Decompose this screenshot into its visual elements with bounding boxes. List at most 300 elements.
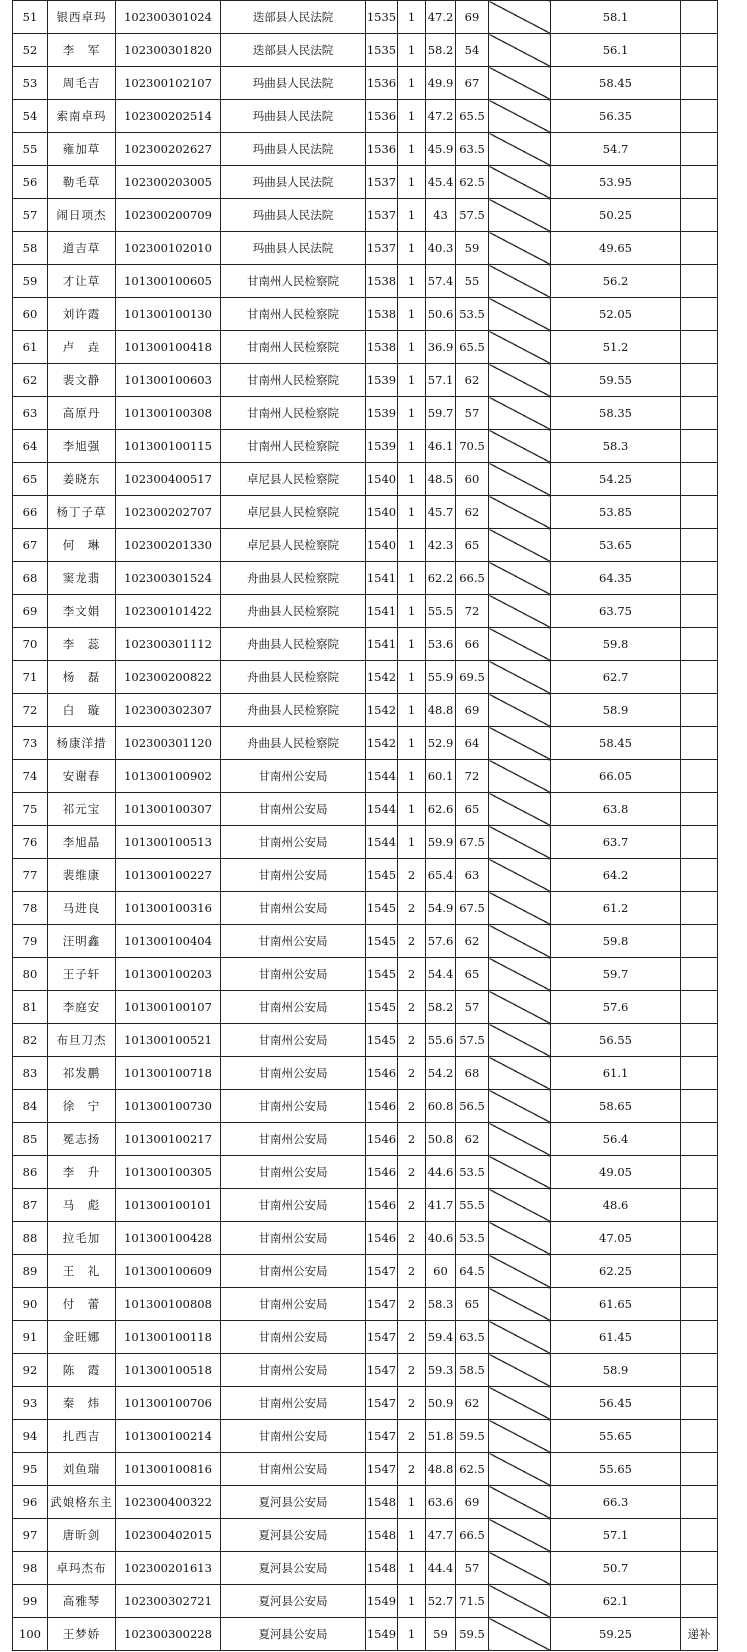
hire-count: 1 bbox=[398, 100, 426, 133]
row-number: 65 bbox=[13, 463, 48, 496]
table-row bbox=[13, 694, 718, 727]
written-score: 45.9 bbox=[426, 133, 456, 166]
table-row bbox=[13, 793, 718, 826]
blank-diagonal-cell bbox=[489, 463, 551, 496]
interview-score: 62 bbox=[456, 925, 489, 958]
written-score: 60.1 bbox=[426, 760, 456, 793]
exam-number: 102300201330 bbox=[116, 529, 221, 562]
position-code: 1536 bbox=[366, 100, 398, 133]
exam-number: 102300203005 bbox=[116, 166, 221, 199]
employer: 甘南州公安局 bbox=[221, 1189, 366, 1222]
total-score: 54.7 bbox=[551, 133, 681, 166]
hire-count: 2 bbox=[398, 1453, 426, 1486]
position-code: 1545 bbox=[366, 892, 398, 925]
total-score: 59.8 bbox=[551, 925, 681, 958]
total-score: 59.25 bbox=[551, 1618, 681, 1651]
employer: 甘南州公安局 bbox=[221, 826, 366, 859]
remark bbox=[681, 100, 718, 133]
table-row bbox=[13, 958, 718, 991]
remark bbox=[681, 1453, 718, 1486]
remark bbox=[681, 166, 718, 199]
interview-score: 69 bbox=[456, 1486, 489, 1519]
written-score: 50.8 bbox=[426, 1123, 456, 1156]
written-score: 47.2 bbox=[426, 1, 456, 34]
position-code: 1541 bbox=[366, 595, 398, 628]
position-code: 1538 bbox=[366, 298, 398, 331]
position-code: 1549 bbox=[366, 1618, 398, 1651]
candidate-name: 李庭安 bbox=[48, 991, 116, 1024]
table-row bbox=[13, 991, 718, 1024]
interview-score: 69 bbox=[456, 694, 489, 727]
row-number: 84 bbox=[13, 1090, 48, 1123]
position-code: 1538 bbox=[366, 265, 398, 298]
position-code: 1547 bbox=[366, 1288, 398, 1321]
total-score: 61.65 bbox=[551, 1288, 681, 1321]
remark bbox=[681, 628, 718, 661]
position-code: 1546 bbox=[366, 1156, 398, 1189]
table-row bbox=[13, 661, 718, 694]
written-score: 63.6 bbox=[426, 1486, 456, 1519]
position-code: 1539 bbox=[366, 430, 398, 463]
remark bbox=[681, 1321, 718, 1354]
blank-diagonal-cell bbox=[489, 496, 551, 529]
exam-number: 102300102107 bbox=[116, 67, 221, 100]
exam-number: 101300100605 bbox=[116, 265, 221, 298]
position-code: 1536 bbox=[366, 133, 398, 166]
written-score: 59.7 bbox=[426, 397, 456, 430]
table-row bbox=[13, 1552, 718, 1585]
written-score: 59 bbox=[426, 1618, 456, 1651]
row-number: 89 bbox=[13, 1255, 48, 1288]
candidate-name: 周毛吉 bbox=[48, 67, 116, 100]
exam-number: 102300402015 bbox=[116, 1519, 221, 1552]
total-score: 56.2 bbox=[551, 265, 681, 298]
candidate-name: 窦龙翡 bbox=[48, 562, 116, 595]
employer: 甘南州公安局 bbox=[221, 1387, 366, 1420]
exam-number: 101300100217 bbox=[116, 1123, 221, 1156]
table-row bbox=[13, 1189, 718, 1222]
remark bbox=[681, 1387, 718, 1420]
written-score: 45.4 bbox=[426, 166, 456, 199]
interview-score: 57 bbox=[456, 1552, 489, 1585]
remark bbox=[681, 199, 718, 232]
hire-count: 1 bbox=[398, 364, 426, 397]
remark bbox=[681, 265, 718, 298]
candidate-name: 杨 磊 bbox=[48, 661, 116, 694]
employer: 甘南州公安局 bbox=[221, 859, 366, 892]
hire-count: 2 bbox=[398, 1024, 426, 1057]
employer: 夏河县公安局 bbox=[221, 1618, 366, 1651]
employer: 卓尼县人民检察院 bbox=[221, 496, 366, 529]
written-score: 52.9 bbox=[426, 727, 456, 760]
row-number: 98 bbox=[13, 1552, 48, 1585]
blank-diagonal-cell bbox=[489, 1519, 551, 1552]
exam-number: 102300202707 bbox=[116, 496, 221, 529]
remark bbox=[681, 298, 718, 331]
hire-count: 1 bbox=[398, 430, 426, 463]
table-row bbox=[13, 331, 718, 364]
position-code: 1547 bbox=[366, 1453, 398, 1486]
blank-diagonal-cell bbox=[489, 1486, 551, 1519]
table-row bbox=[13, 1420, 718, 1453]
blank-diagonal-cell bbox=[489, 265, 551, 298]
exam-number: 102300301120 bbox=[116, 727, 221, 760]
blank-diagonal-cell bbox=[489, 529, 551, 562]
remark bbox=[681, 430, 718, 463]
position-code: 1547 bbox=[366, 1420, 398, 1453]
table-row bbox=[13, 1255, 718, 1288]
employer: 甘南州人民检察院 bbox=[221, 397, 366, 430]
table-row bbox=[13, 1156, 718, 1189]
table-row bbox=[13, 232, 718, 265]
row-number: 87 bbox=[13, 1189, 48, 1222]
table-row bbox=[13, 1486, 718, 1519]
interview-score: 53.5 bbox=[456, 298, 489, 331]
total-score: 63.7 bbox=[551, 826, 681, 859]
interview-score: 65 bbox=[456, 793, 489, 826]
employer: 夏河县公安局 bbox=[221, 1552, 366, 1585]
employer: 甘南州人民检察院 bbox=[221, 430, 366, 463]
employer: 舟曲县人民检察院 bbox=[221, 628, 366, 661]
total-score: 66.3 bbox=[551, 1486, 681, 1519]
employer: 甘南州公安局 bbox=[221, 1123, 366, 1156]
row-number: 92 bbox=[13, 1354, 48, 1387]
candidate-name: 李 升 bbox=[48, 1156, 116, 1189]
exam-number: 101300100902 bbox=[116, 760, 221, 793]
total-score: 49.05 bbox=[551, 1156, 681, 1189]
table-row bbox=[13, 34, 718, 67]
total-score: 58.45 bbox=[551, 727, 681, 760]
interview-score: 66 bbox=[456, 628, 489, 661]
table-row bbox=[13, 496, 718, 529]
blank-diagonal-cell bbox=[489, 1387, 551, 1420]
remark bbox=[681, 892, 718, 925]
written-score: 47.2 bbox=[426, 100, 456, 133]
written-score: 41.7 bbox=[426, 1189, 456, 1222]
written-score: 60.8 bbox=[426, 1090, 456, 1123]
blank-diagonal-cell bbox=[489, 430, 551, 463]
row-number: 61 bbox=[13, 331, 48, 364]
remark bbox=[681, 1354, 718, 1387]
blank-diagonal-cell bbox=[489, 1585, 551, 1618]
hire-count: 1 bbox=[398, 496, 426, 529]
written-score: 48.5 bbox=[426, 463, 456, 496]
interview-score: 67 bbox=[456, 67, 489, 100]
exam-number: 101300100808 bbox=[116, 1288, 221, 1321]
row-number: 73 bbox=[13, 727, 48, 760]
exam-number: 102300202514 bbox=[116, 100, 221, 133]
table-row bbox=[13, 859, 718, 892]
row-number: 74 bbox=[13, 760, 48, 793]
interview-score: 69 bbox=[456, 1, 489, 34]
blank-diagonal-cell bbox=[489, 1156, 551, 1189]
table-row bbox=[13, 100, 718, 133]
candidate-name: 李文娟 bbox=[48, 595, 116, 628]
interview-score: 62.5 bbox=[456, 166, 489, 199]
hire-count: 1 bbox=[398, 529, 426, 562]
position-code: 1545 bbox=[366, 1024, 398, 1057]
written-score: 36.9 bbox=[426, 331, 456, 364]
position-code: 1537 bbox=[366, 166, 398, 199]
remark bbox=[681, 661, 718, 694]
row-number: 95 bbox=[13, 1453, 48, 1486]
hire-count: 1 bbox=[398, 1, 426, 34]
remark bbox=[681, 1288, 718, 1321]
total-score: 57.6 bbox=[551, 991, 681, 1024]
interview-score: 59.5 bbox=[456, 1618, 489, 1651]
candidate-name: 拉毛加 bbox=[48, 1222, 116, 1255]
candidate-name: 白 璇 bbox=[48, 694, 116, 727]
interview-score: 66.5 bbox=[456, 1519, 489, 1552]
candidate-name: 卢 垚 bbox=[48, 331, 116, 364]
written-score: 58.3 bbox=[426, 1288, 456, 1321]
table-row bbox=[13, 826, 718, 859]
employer: 舟曲县人民检察院 bbox=[221, 562, 366, 595]
written-score: 40.6 bbox=[426, 1222, 456, 1255]
blank-diagonal-cell bbox=[489, 397, 551, 430]
table-row bbox=[13, 298, 718, 331]
total-score: 57.1 bbox=[551, 1519, 681, 1552]
row-number: 94 bbox=[13, 1420, 48, 1453]
written-score: 54.2 bbox=[426, 1057, 456, 1090]
candidate-name: 布旦刀杰 bbox=[48, 1024, 116, 1057]
employer: 甘南州人民检察院 bbox=[221, 265, 366, 298]
employer: 玛曲县人民法院 bbox=[221, 67, 366, 100]
blank-diagonal-cell bbox=[489, 595, 551, 628]
table-body bbox=[13, 1, 718, 1651]
position-code: 1542 bbox=[366, 727, 398, 760]
blank-diagonal-cell bbox=[489, 1024, 551, 1057]
hire-count: 1 bbox=[398, 199, 426, 232]
remark bbox=[681, 529, 718, 562]
employer: 舟曲县人民检察院 bbox=[221, 661, 366, 694]
row-number: 81 bbox=[13, 991, 48, 1024]
interview-score: 59 bbox=[456, 232, 489, 265]
candidate-name: 杨丁子草 bbox=[48, 496, 116, 529]
remark bbox=[681, 727, 718, 760]
exam-number: 102300301820 bbox=[116, 34, 221, 67]
candidate-name: 裴维康 bbox=[48, 859, 116, 892]
interview-score: 62 bbox=[456, 364, 489, 397]
candidate-name: 王梦娇 bbox=[48, 1618, 116, 1651]
position-code: 1545 bbox=[366, 925, 398, 958]
employer: 甘南州公安局 bbox=[221, 1222, 366, 1255]
blank-diagonal-cell bbox=[489, 694, 551, 727]
hire-count: 2 bbox=[398, 1057, 426, 1090]
total-score: 49.65 bbox=[551, 232, 681, 265]
table-row bbox=[13, 727, 718, 760]
remark bbox=[681, 1255, 718, 1288]
remark bbox=[681, 1123, 718, 1156]
hire-count: 2 bbox=[398, 1123, 426, 1156]
position-code: 1539 bbox=[366, 364, 398, 397]
interview-score: 65 bbox=[456, 529, 489, 562]
exam-number: 101300100130 bbox=[116, 298, 221, 331]
position-code: 1544 bbox=[366, 793, 398, 826]
interview-score: 62 bbox=[456, 1123, 489, 1156]
exam-number: 101300100307 bbox=[116, 793, 221, 826]
row-number: 91 bbox=[13, 1321, 48, 1354]
employer: 甘南州公安局 bbox=[221, 1453, 366, 1486]
candidate-name: 安谢春 bbox=[48, 760, 116, 793]
hire-count: 1 bbox=[398, 1552, 426, 1585]
position-code: 1548 bbox=[366, 1519, 398, 1552]
exam-number: 102300201613 bbox=[116, 1552, 221, 1585]
remark bbox=[681, 364, 718, 397]
blank-diagonal-cell bbox=[489, 166, 551, 199]
hire-count: 1 bbox=[398, 463, 426, 496]
position-code: 1537 bbox=[366, 199, 398, 232]
employer: 迭部县人民法院 bbox=[221, 1, 366, 34]
hire-count: 2 bbox=[398, 1255, 426, 1288]
row-number: 68 bbox=[13, 562, 48, 595]
hire-count: 1 bbox=[398, 397, 426, 430]
table-row bbox=[13, 1057, 718, 1090]
position-code: 1535 bbox=[366, 1, 398, 34]
written-score: 55.6 bbox=[426, 1024, 456, 1057]
results-table bbox=[12, 0, 718, 1651]
row-number: 54 bbox=[13, 100, 48, 133]
hire-count: 2 bbox=[398, 1222, 426, 1255]
candidate-name: 付 蕾 bbox=[48, 1288, 116, 1321]
blank-diagonal-cell bbox=[489, 133, 551, 166]
total-score: 66.05 bbox=[551, 760, 681, 793]
total-score: 58.35 bbox=[551, 397, 681, 430]
hire-count: 1 bbox=[398, 298, 426, 331]
hire-count: 1 bbox=[398, 133, 426, 166]
remark bbox=[681, 133, 718, 166]
exam-number: 102300301524 bbox=[116, 562, 221, 595]
exam-number: 101300100404 bbox=[116, 925, 221, 958]
total-score: 63.75 bbox=[551, 595, 681, 628]
interview-score: 63.5 bbox=[456, 133, 489, 166]
candidate-name: 索南卓玛 bbox=[48, 100, 116, 133]
exam-number: 102300400517 bbox=[116, 463, 221, 496]
row-number: 64 bbox=[13, 430, 48, 463]
employer: 甘南州公安局 bbox=[221, 1090, 366, 1123]
row-number: 56 bbox=[13, 166, 48, 199]
candidate-name: 马进良 bbox=[48, 892, 116, 925]
table-row bbox=[13, 133, 718, 166]
employer: 甘南州人民检察院 bbox=[221, 364, 366, 397]
exam-number: 101300100115 bbox=[116, 430, 221, 463]
exam-number: 101300100428 bbox=[116, 1222, 221, 1255]
hire-count: 1 bbox=[398, 331, 426, 364]
interview-score: 72 bbox=[456, 595, 489, 628]
blank-diagonal-cell bbox=[489, 1288, 551, 1321]
table-row bbox=[13, 1, 718, 34]
exam-number: 102300202627 bbox=[116, 133, 221, 166]
remark bbox=[681, 1, 718, 34]
table-row bbox=[13, 199, 718, 232]
row-number: 71 bbox=[13, 661, 48, 694]
written-score: 59.9 bbox=[426, 826, 456, 859]
row-number: 85 bbox=[13, 1123, 48, 1156]
written-score: 62.6 bbox=[426, 793, 456, 826]
remark bbox=[681, 397, 718, 430]
position-code: 1540 bbox=[366, 529, 398, 562]
row-number: 76 bbox=[13, 826, 48, 859]
candidate-name: 银西卓玛 bbox=[48, 1, 116, 34]
position-code: 1535 bbox=[366, 34, 398, 67]
candidate-name: 裴文静 bbox=[48, 364, 116, 397]
table-row bbox=[13, 1090, 718, 1123]
candidate-name: 杨康洋措 bbox=[48, 727, 116, 760]
total-score: 62.25 bbox=[551, 1255, 681, 1288]
written-score: 55.9 bbox=[426, 661, 456, 694]
employer: 卓尼县人民检察院 bbox=[221, 529, 366, 562]
exam-number: 101300100316 bbox=[116, 892, 221, 925]
total-score: 59.55 bbox=[551, 364, 681, 397]
written-score: 49.9 bbox=[426, 67, 456, 100]
candidate-name: 扎西吉 bbox=[48, 1420, 116, 1453]
employer: 夏河县公安局 bbox=[221, 1519, 366, 1552]
interview-score: 66.5 bbox=[456, 562, 489, 595]
blank-diagonal-cell bbox=[489, 958, 551, 991]
row-number: 88 bbox=[13, 1222, 48, 1255]
blank-diagonal-cell bbox=[489, 892, 551, 925]
row-number: 78 bbox=[13, 892, 48, 925]
candidate-name: 刘许霞 bbox=[48, 298, 116, 331]
exam-number: 102300301112 bbox=[116, 628, 221, 661]
table-row bbox=[13, 1321, 718, 1354]
blank-diagonal-cell bbox=[489, 1321, 551, 1354]
total-score: 51.2 bbox=[551, 331, 681, 364]
candidate-name: 金旺娜 bbox=[48, 1321, 116, 1354]
interview-score: 60 bbox=[456, 463, 489, 496]
interview-score: 56.5 bbox=[456, 1090, 489, 1123]
employer: 甘南州公安局 bbox=[221, 1420, 366, 1453]
interview-score: 64.5 bbox=[456, 1255, 489, 1288]
interview-score: 53.5 bbox=[456, 1222, 489, 1255]
hire-count: 2 bbox=[398, 1189, 426, 1222]
employer: 舟曲县人民检察院 bbox=[221, 694, 366, 727]
employer: 甘南州公安局 bbox=[221, 991, 366, 1024]
exam-number: 101300100521 bbox=[116, 1024, 221, 1057]
position-code: 1546 bbox=[366, 1090, 398, 1123]
exam-number: 102300200709 bbox=[116, 199, 221, 232]
total-score: 62.7 bbox=[551, 661, 681, 694]
total-score: 58.9 bbox=[551, 1354, 681, 1387]
position-code: 1541 bbox=[366, 628, 398, 661]
written-score: 50.9 bbox=[426, 1387, 456, 1420]
blank-diagonal-cell bbox=[489, 1189, 551, 1222]
hire-count: 2 bbox=[398, 1354, 426, 1387]
total-score: 61.1 bbox=[551, 1057, 681, 1090]
candidate-name: 马 彪 bbox=[48, 1189, 116, 1222]
exam-number: 102300101422 bbox=[116, 595, 221, 628]
exam-number: 101300100730 bbox=[116, 1090, 221, 1123]
total-score: 47.05 bbox=[551, 1222, 681, 1255]
written-score: 42.3 bbox=[426, 529, 456, 562]
interview-score: 65.5 bbox=[456, 100, 489, 133]
hire-count: 2 bbox=[398, 1387, 426, 1420]
written-score: 44.4 bbox=[426, 1552, 456, 1585]
remark bbox=[681, 463, 718, 496]
position-code: 1547 bbox=[366, 1255, 398, 1288]
employer: 甘南州公安局 bbox=[221, 793, 366, 826]
employer: 迭部县人民法院 bbox=[221, 34, 366, 67]
employer: 卓尼县人民检察院 bbox=[221, 463, 366, 496]
candidate-name: 汪明鑫 bbox=[48, 925, 116, 958]
table-row bbox=[13, 166, 718, 199]
interview-score: 53.5 bbox=[456, 1156, 489, 1189]
employer: 玛曲县人民法院 bbox=[221, 232, 366, 265]
remark bbox=[681, 991, 718, 1024]
row-number: 59 bbox=[13, 265, 48, 298]
row-number: 90 bbox=[13, 1288, 48, 1321]
hire-count: 1 bbox=[398, 595, 426, 628]
